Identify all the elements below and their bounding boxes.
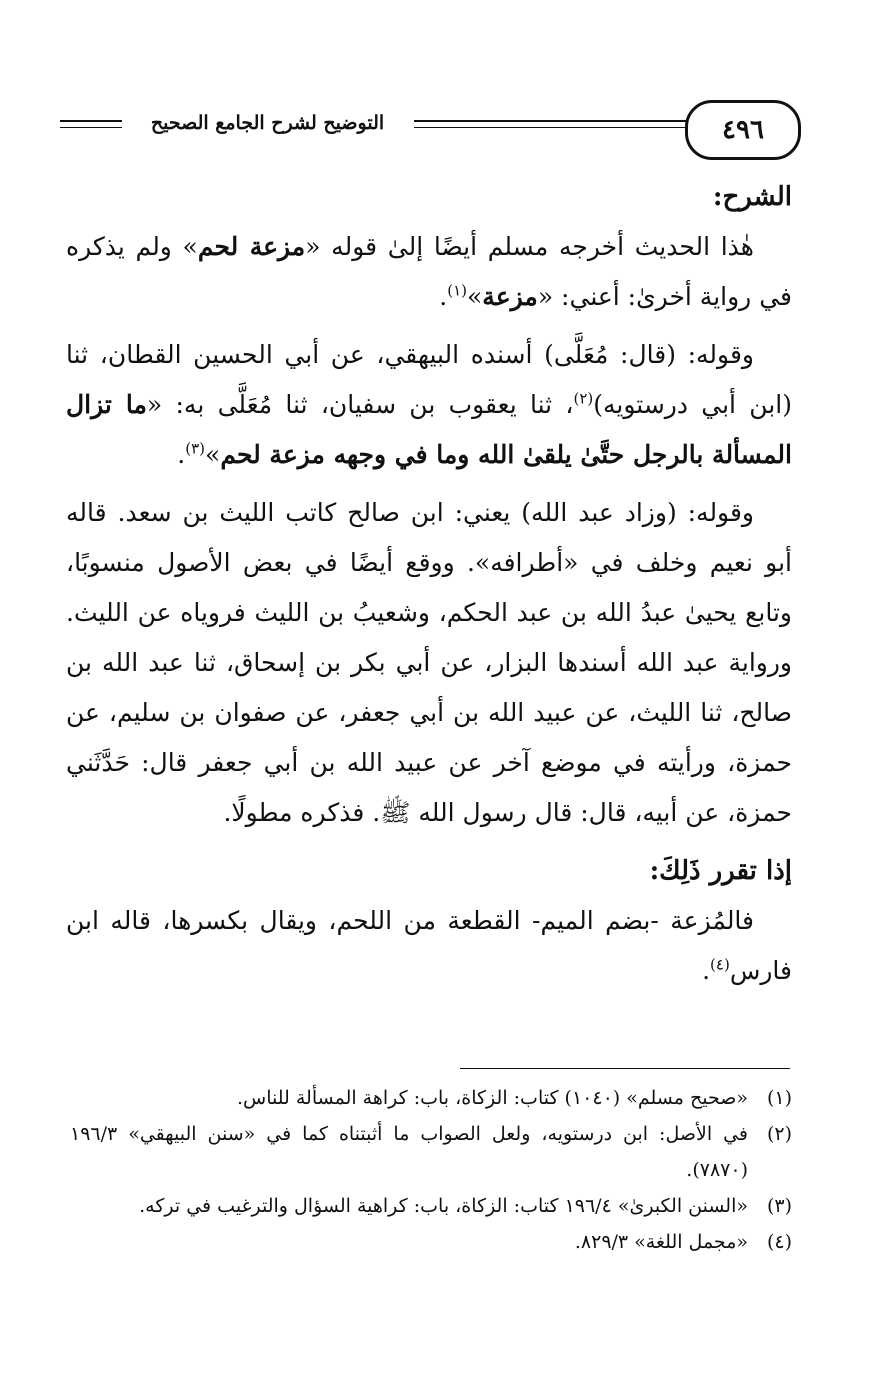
running-title: التوضيح لشرح الجامع الصحيح xyxy=(150,112,385,134)
p2-text-4: . xyxy=(177,440,186,469)
p2-text-1: وقوله: (قال: مُعَلَّى) أسنده البيهقي، عن أبي الحسين القطان، ثنا (ابن أبي درستويه) xyxy=(66,340,792,419)
page-header xyxy=(60,100,800,160)
p2-bold-1: ما تزال المسألة بالرجل حتَّىٰ يلقىٰ الله وما في وجهه مزعة لحم xyxy=(66,390,792,469)
footnote-3 xyxy=(70,1188,792,1224)
footnote-number: (٣) xyxy=(766,1195,792,1217)
footnote-ref-3[interactable]: (٣) xyxy=(185,439,206,458)
p4-text-2: . xyxy=(702,956,711,985)
paragraph-2 xyxy=(66,330,792,480)
header-rule-middle xyxy=(414,120,686,122)
p1-text-2: » ولم يذكره في رواية أخرىٰ: أعني: « xyxy=(66,232,792,311)
footnote-text: في الأصل: ابن درستويه، ولعل الصواب ما أثبتناه كما في «سنن البيهقي» ١٩٦/٣ (٧٨٧٠). xyxy=(70,1123,748,1181)
footnote-text: «مجمل اللغة» ٨٢٩/٣. xyxy=(574,1231,748,1253)
footnote-number: (٤) xyxy=(766,1231,792,1253)
footnote-1 xyxy=(70,1080,792,1116)
p1-bold-2: مزعة xyxy=(482,282,538,311)
paragraph-3 xyxy=(66,488,792,838)
paragraph-4 xyxy=(66,896,792,996)
section-heading: الشرح: xyxy=(712,182,792,212)
p1-text-4: . xyxy=(439,282,448,311)
p1-text-1: هٰذا الحديث أخرجه مسلم أيضًا إلىٰ قوله « xyxy=(305,232,754,261)
footnote-4 xyxy=(70,1224,792,1260)
footnotes xyxy=(70,1080,792,1260)
p2-text-3: » xyxy=(205,440,221,469)
page-number: ٤٩٦ xyxy=(685,100,801,160)
footnote-text: «السنن الكبرىٰ» ١٩٦/٤ كتاب: الزكاة، باب: كراهية السؤال والترغيب في تركه. xyxy=(139,1195,748,1217)
paragraph-1 xyxy=(66,222,792,322)
footnote-number: (١) xyxy=(766,1087,792,1109)
subheading: إذا تقرر ذَلِكَ: xyxy=(649,856,792,886)
main-text xyxy=(66,172,792,1004)
footnote-text: «صحيح مسلم» (١٠٤٠) كتاب: الزكاة، باب: كراهة المسألة للناس. xyxy=(237,1087,748,1109)
p3-text: وقوله: (وزاد عبد الله) يعني: ابن صالح كاتب الليث بن سعد. قاله أبو نعيم وخلف في «أطرافه». ووقع أيضًا في بعض الأصول منسوبًا، وتابع يحيىٰ عبدُ الله بن عبد الحكم، وشعيبُ بن الليث فروياه عن الليث. ورواية عبد الله أسندها البزار، عن أبي بكر بن إسحاق، ثنا عبد الله بن صالح، ثنا الليث، عن عبيد الله بن أبي جعفر، عن صفوان بن سليم، عن حمزة، ورأيته في موضع آخر عن عبيد الله بن أبي جعفر قال: حَدَّثَني حمزة، عن أبيه، قال: قال رسول الله ﷺ. فذكره مطولًا. xyxy=(66,498,792,827)
p1-bold-1: مزعة لحم xyxy=(197,232,306,261)
p1-text-3: » xyxy=(467,282,483,311)
p4-text-1: فالمُزعة -بضم الميم- القطعة من اللحم، ويقال بكسرها، قاله ابن فارس xyxy=(66,906,792,985)
header-rule-left xyxy=(60,120,122,122)
p2-text-2: ، ثنا يعقوب بن سفيان، ثنا مُعَلَّى به: « xyxy=(146,390,574,419)
footnote-ref-2[interactable]: (٢) xyxy=(573,389,594,408)
footnote-2 xyxy=(70,1116,792,1188)
footnote-separator xyxy=(460,1068,790,1069)
footnote-ref-1[interactable]: (١) xyxy=(447,281,467,300)
header-rule-left-thin xyxy=(60,127,122,128)
footnote-ref-4[interactable]: (٤) xyxy=(710,955,730,974)
header-rule-middle-thin xyxy=(414,127,686,128)
footnote-number: (٢) xyxy=(766,1123,792,1145)
